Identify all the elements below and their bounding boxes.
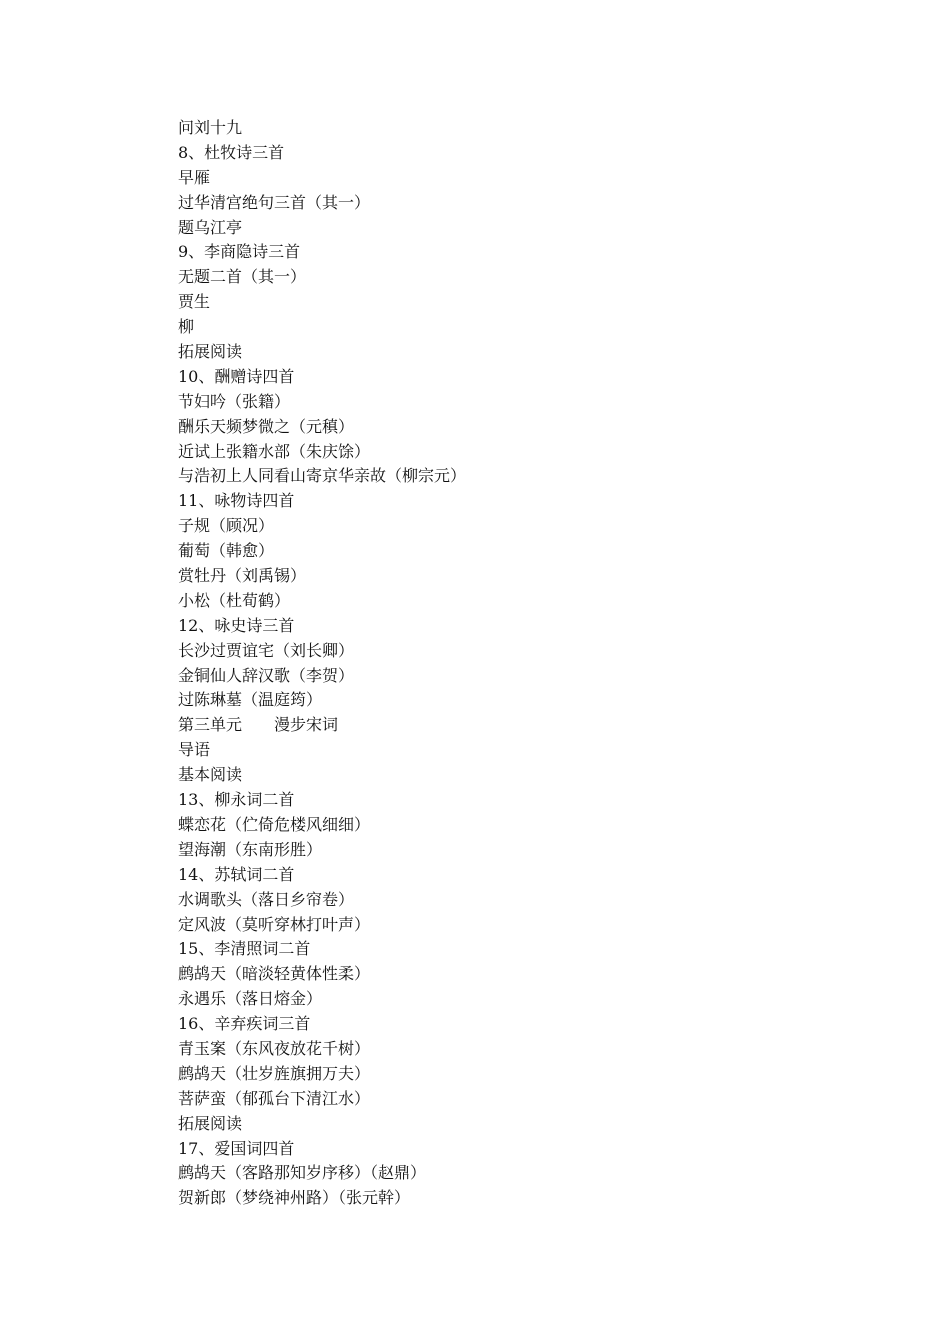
toc-line: 小松（杜荀鹤）: [178, 590, 291, 610]
toc-line: 拓展阅读: [178, 342, 243, 362]
toc-line: 永遇乐（落日熔金）: [178, 989, 323, 1009]
toc-line: 贾生: [178, 292, 211, 312]
toc-line: 鹧鸪天（壮岁旌旗拥万夫）: [178, 1063, 371, 1083]
table-of-contents: [178, 116, 878, 1211]
toc-line: 菩萨蛮（郁孤台下清江水）: [178, 1088, 371, 1108]
toc-line: 贺新郎（梦绕神州路）（张元幹）: [178, 1188, 411, 1208]
toc-line: 近试上张籍水部（朱庆馀）: [178, 441, 371, 461]
toc-line: 鹧鸪天（客路那知岁序移）（赵鼎）: [178, 1163, 427, 1183]
toc-line: 葡萄（韩愈）: [178, 541, 275, 561]
toc-line: 12、咏史诗三首: [178, 615, 295, 635]
toc-line: 9、李商隐诗三首: [178, 242, 301, 262]
toc-line: 酬乐天频梦微之（元稹）: [178, 416, 355, 436]
toc-line: 金铜仙人辞汉歌（李贺）: [178, 665, 355, 685]
toc-line: 赏牡丹（刘禹锡）: [178, 566, 307, 586]
toc-line: 水调歌头（落日乡帘卷）: [178, 889, 355, 909]
toc-line: 17、爱国词四首: [178, 1138, 295, 1158]
toc-line: 与浩初上人同看山寄京华亲故（柳宗元）: [178, 466, 467, 486]
toc-line: 11、咏物诗四首: [178, 491, 295, 511]
toc-line: 问刘十九: [178, 118, 243, 137]
toc-line: 节妇吟（张籍）: [178, 391, 291, 411]
toc-line: 14、苏轼词二首: [178, 864, 295, 884]
toc-line: 题乌江亭: [178, 217, 243, 237]
toc-line: 柳: [178, 317, 195, 337]
toc-line: 过华清宫绝句三首（其一）: [178, 192, 371, 212]
toc-line: 无题二首（其一）: [178, 267, 307, 287]
toc-line: 蝶恋花（伫倚危楼风细细）: [178, 814, 371, 834]
toc-line: 青玉案（东风夜放花千树）: [178, 1038, 371, 1058]
toc-line: 拓展阅读: [178, 1113, 243, 1133]
toc-line: 16、辛弃疾词三首: [178, 1014, 311, 1034]
toc-line: 13、柳永词二首: [178, 790, 295, 810]
toc-line: 鹧鸪天（暗淡轻黄体性柔）: [178, 964, 371, 984]
toc-line: 长沙过贾谊宅（刘长卿）: [178, 640, 355, 660]
toc-line: 15、李清照词二首: [178, 939, 311, 959]
toc-line: 过陈琳墓（温庭筠）: [178, 690, 323, 710]
toc-line: 望海潮（东南形胜）: [178, 839, 323, 859]
toc-line: 子规（顾况）: [178, 516, 275, 536]
toc-line: 第三单元 漫步宋词: [178, 715, 339, 735]
toc-line: 定风波（莫听穿林打叶声）: [178, 914, 371, 934]
toc-line: 导语: [178, 740, 211, 760]
toc-line: 基本阅读: [178, 765, 243, 785]
toc-line: 8、杜牧诗三首: [178, 142, 285, 162]
toc-line: 早雁: [178, 167, 211, 187]
toc-line: 10、酬赠诗四首: [178, 366, 295, 386]
